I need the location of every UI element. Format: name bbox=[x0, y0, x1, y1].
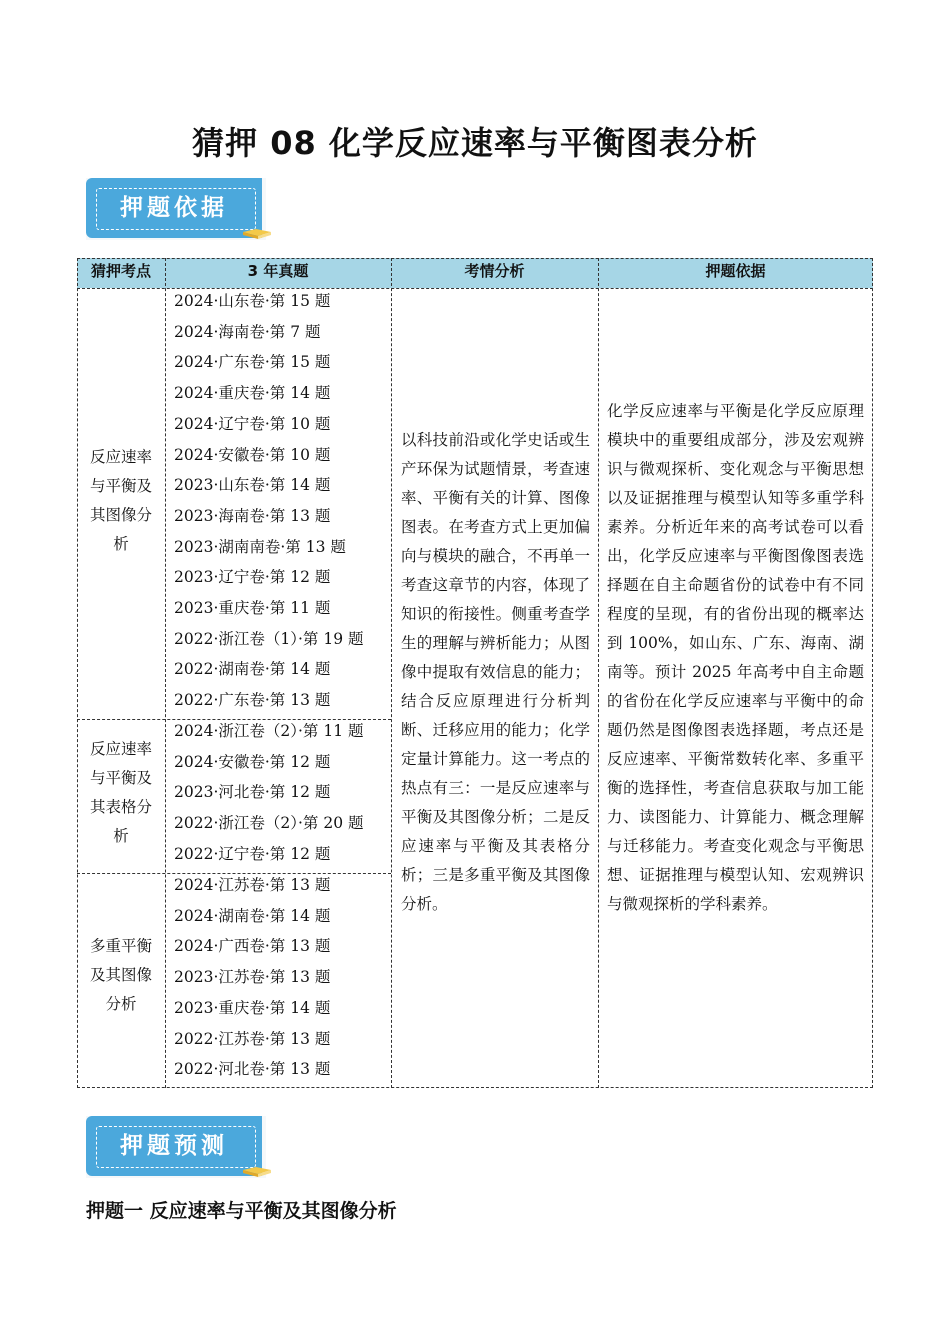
list-item: 2022·辽宁卷·第 12 题 bbox=[174, 844, 331, 863]
list-item: 2023·江苏卷·第 13 题 bbox=[174, 968, 331, 987]
header-cell: 猜押考点 bbox=[77, 258, 165, 288]
exam-list-2 bbox=[174, 716, 364, 870]
section-banner-prediction bbox=[86, 1116, 272, 1182]
list-item: 2024·海南卷·第 7 题 bbox=[174, 322, 321, 341]
list-item: 2023·湖南南卷·第 13 题 bbox=[174, 537, 346, 556]
banner-label: 押题预测 bbox=[120, 1133, 228, 1159]
book-icon bbox=[242, 228, 272, 240]
topic-cell: 反应速率与平衡及其表格分析 bbox=[89, 740, 152, 845]
list-item: 2022·广东卷·第 13 题 bbox=[174, 691, 331, 710]
list-item: 2023·海南卷·第 13 题 bbox=[174, 506, 331, 525]
exam-table bbox=[77, 258, 873, 1088]
topic-cell: 反应速率与平衡及其图像分析 bbox=[89, 448, 152, 553]
exam-list-3 bbox=[174, 870, 330, 1085]
list-item: 2022·江苏卷·第 13 题 bbox=[174, 1029, 331, 1048]
list-item: 2024·安徽卷·第 12 题 bbox=[174, 752, 331, 771]
list-item: 2024·广东卷·第 15 题 bbox=[174, 353, 331, 372]
list-item: 2024·山东卷·第 15 题 bbox=[174, 292, 331, 310]
header-cell: 3 年真题 bbox=[165, 258, 391, 288]
basis-text: 化学反应速率与平衡是化学反应原理模块中的重要组成部分，涉及宏观辨识与微观探析、变化观念与平衡思想以及证据推理与模型认知等多重学科素养。分析近年来的高考试卷可以看出，化学反应速率与平衡图像图表选择题在自主命题省份的试卷中有不同程度的呈现，有的省份出现的概率达到 100%，如山东、广东、海南、湖南等。预计 2025 年高考中自主命题的省份在化学反应速率与平衡中的命题仍然是图像图表选择题，考点还是反应速率、平衡常数转化率、多重平衡的选择性，考查信息获取与加工能力、读图能力、计算能力、概念理解与迁移能力。考查变化观念与平衡思想、证据推理与模型认知、宏观辨识与微观探析的学科素养。 bbox=[607, 402, 864, 913]
list-item: 2024·江苏卷·第 13 题 bbox=[174, 876, 331, 894]
list-item: 2023·重庆卷·第 11 题 bbox=[174, 599, 331, 618]
list-item: 2022·浙江卷（2）·第 20 题 bbox=[174, 814, 364, 833]
list-item: 2022·湖南卷·第 14 题 bbox=[174, 660, 331, 679]
list-item: 2024·湖南卷·第 14 题 bbox=[174, 906, 331, 925]
analysis-text: 以科技前沿或化学史话或生产环保为试题情景，考查速率、平衡有关的计算、图像图表。在考查方式上更加偏向与模块的融合，不再单一考查这章节的内容，体现了知识的衔接性。侧重考查学生的理解与辨析能力；从图像中提取有效信息的能力；结合反应原理进行分析判断、迁移应用的能力；化学定量计算能力。这一考点的热点有三：一是反应速率与平衡及其图像分析；二是反应速率与平衡及其表格分析；三是多重平衡及其图像分析。 bbox=[401, 431, 590, 913]
banner-label: 押题依据 bbox=[120, 195, 228, 221]
list-item: 2024·辽宁卷·第 10 题 bbox=[174, 414, 331, 433]
header-cell: 考情分析 bbox=[391, 258, 598, 288]
list-item: 2024·安徽卷·第 10 题 bbox=[174, 445, 331, 464]
list-item: 2023·河北卷·第 12 题 bbox=[174, 783, 331, 802]
page-title: 猜押 08 化学反应速率与平衡图表分析 bbox=[192, 124, 758, 162]
header-cell: 押题依据 bbox=[598, 258, 873, 288]
book-icon bbox=[242, 1166, 272, 1178]
question-heading: 押题一 反应速率与平衡及其图像分析 bbox=[86, 1200, 397, 1222]
list-item: 2023·重庆卷·第 14 题 bbox=[174, 998, 331, 1017]
list-item: 2024·浙江卷（2）·第 11 题 bbox=[174, 722, 364, 740]
topic-cell: 多重平衡及其图像分析 bbox=[89, 937, 152, 1013]
list-item: 2023·辽宁卷·第 12 题 bbox=[174, 568, 331, 587]
list-item: 2022·河北卷·第 13 题 bbox=[174, 1060, 331, 1079]
list-item: 2024·广西卷·第 13 题 bbox=[174, 937, 331, 956]
exam-list-1 bbox=[174, 286, 364, 716]
list-item: 2023·山东卷·第 14 题 bbox=[174, 476, 331, 495]
section-banner-basis bbox=[86, 178, 272, 244]
list-item: 2024·重庆卷·第 14 题 bbox=[174, 384, 331, 403]
list-item: 2022·浙江卷（1）·第 19 题 bbox=[174, 629, 364, 648]
